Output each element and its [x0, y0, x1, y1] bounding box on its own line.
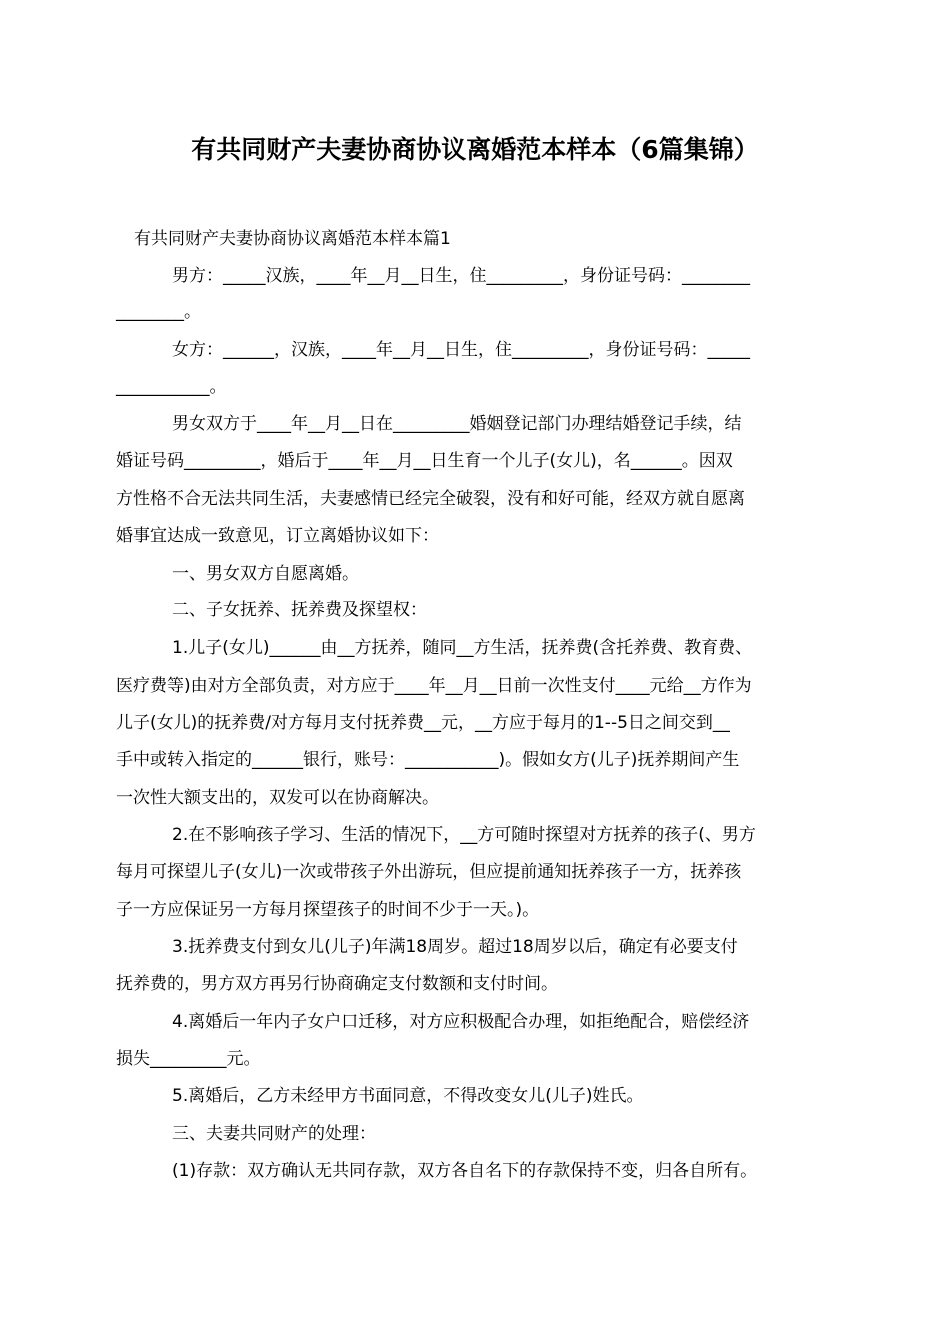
text-line: ___________。	[116, 377, 227, 397]
text-line: 4.离婚后一年内子女户口迁移，对方应积极配合办理，如拒绝配合，赔偿经济	[172, 1012, 750, 1032]
text-line: 子一方应保证另一方每月探望孩子的时间不少于一天。)。	[116, 900, 540, 920]
text-line: 男方：_____汉族，____年__月__日生，住_________，身份证号码：________	[172, 266, 750, 286]
text-line: 一次性大额支出的，双发可以在协商解决。	[116, 788, 439, 808]
text-line: 损失_________元。	[116, 1049, 261, 1069]
text-line: 儿子(女儿)的抚养费/对方每月支付抚养费__元，__方应于每月的1--5日之间交到__	[116, 713, 730, 733]
text-line: 女方：______，汉族，____年__月__日生，住_________，身份证号码：_____	[172, 340, 750, 360]
text-line: 3.抚养费支付到女儿(儿子)年满18周岁。超过18周岁以后，确定有必要支付	[172, 937, 738, 957]
text-line: 5.离婚后，乙方未经甲方书面同意，不得改变女儿(儿子)姓氏。	[172, 1086, 644, 1106]
text-line: 每月可探望儿子(女儿)一次或带孩子外出游玩，但应提前通知抚养孩子一方，抚养孩	[116, 862, 742, 882]
text-line: 2.在不影响孩子学习、生活的情况下，__方可随时探望对方抚养的孩子(、男方	[172, 825, 756, 845]
text-line: 一、男女双方自愿离婚。	[172, 564, 359, 584]
text-line: ________。	[116, 302, 201, 322]
text-line: 医疗费等)由对方全部负责，对方应于____年__月__日前一次性支付____元给__方作为	[116, 676, 752, 696]
document-title: 有共同财产夫妻协商协议离婚范本样本（6篇集锦）	[191, 135, 759, 164]
text-line: 方性格不合无法共同生活，夫妻感情已经完全破裂，没有和好可能，经双方就自愿离	[116, 489, 745, 509]
text-line: 婚事宜达成一致意见，订立离婚协议如下：	[116, 526, 439, 546]
text-line: 1.儿子(女儿)______由__方抚养，随同__方生活，抚养费(含托养费、教育费、	[172, 638, 753, 658]
text-line: 三、夫妻共同财产的处理：	[172, 1124, 376, 1144]
section-heading: 有共同财产夫妻协商协议离婚范本样本篇1	[134, 229, 451, 249]
text-line: 抚养费的，男方双方再另行协商确定支付数额和支付时间。	[116, 974, 558, 994]
text-line: 婚证号码_________，婚后于____年__月__日生育一个儿子(女儿)，名______。因双	[116, 451, 733, 471]
text-line: (1)存款：双方确认无共同存款，双方各自名下的存款保持不变，归各自所有。	[172, 1161, 758, 1181]
text-line: 二、子女抚养、抚养费及探望权：	[172, 600, 427, 620]
text-line: 手中或转入指定的______银行，账号：___________)。假如女方(儿子)抚养期间产生	[116, 750, 740, 770]
text-line: 男女双方于____年__月__日在_________婚姻登记部门办理结婚登记手续，结	[172, 414, 742, 434]
